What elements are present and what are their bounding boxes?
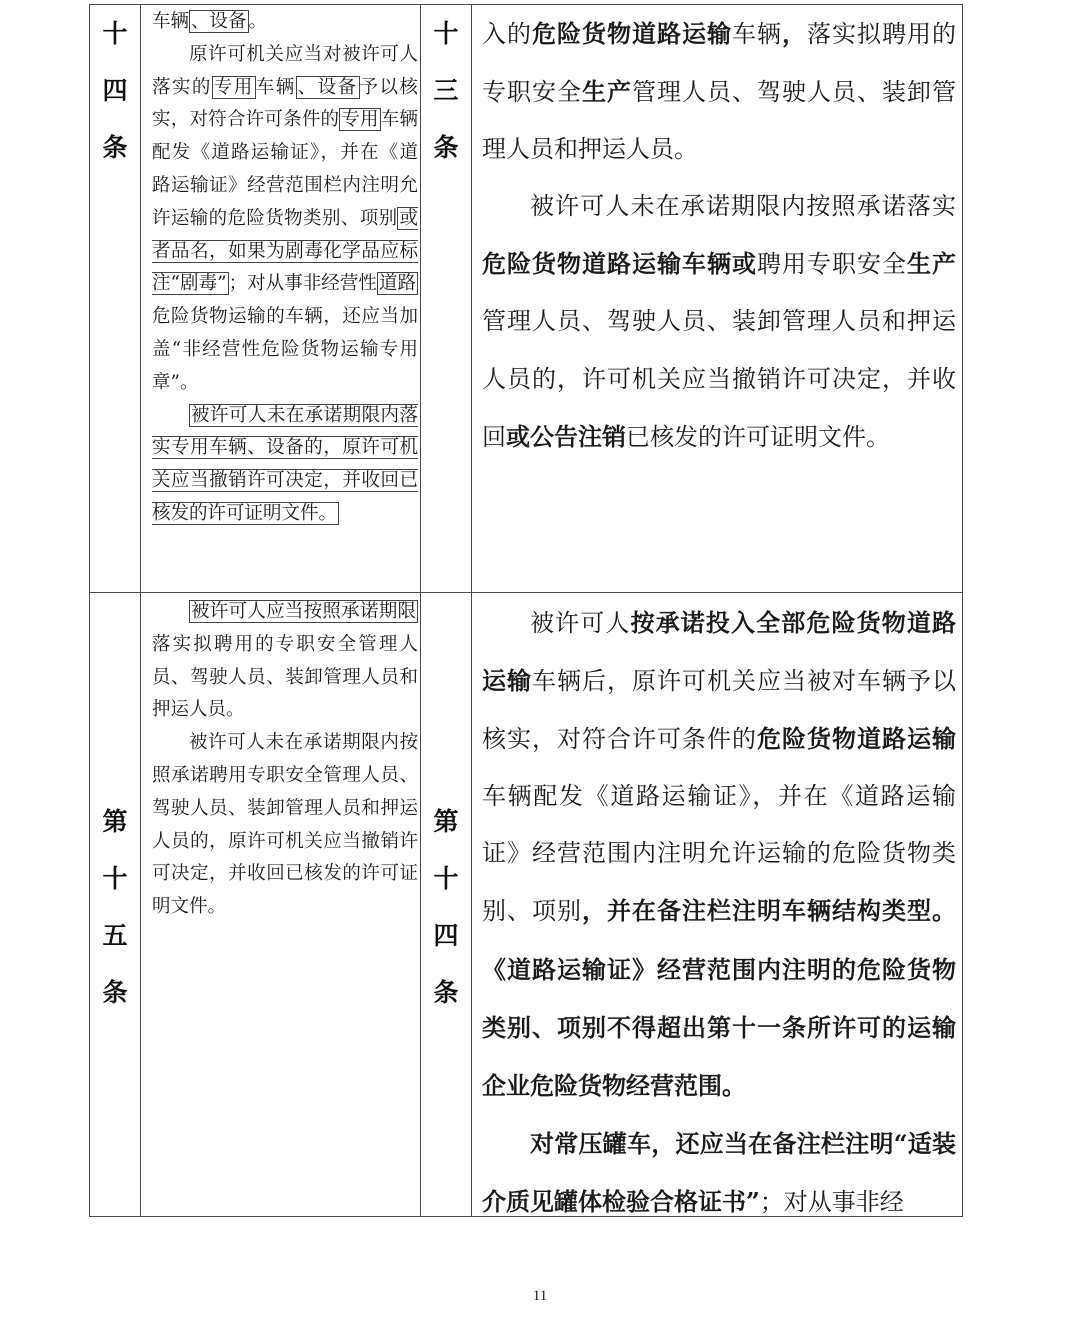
paragraph: 被许可人未在承诺期限内按照承诺聘用专职安全管理人员、驾驶人员、装卸管理人员和押运人员的，原许可机关应当撤销许可决定，并收回已核发的许可证明文件。 <box>152 732 418 918</box>
paragraph: 对常压罐车，还应当在备注栏注明“适装介质见罐体检验合格证书”；对从事非经 <box>482 1128 956 1216</box>
old-article-text <box>152 596 418 924</box>
paragraph: 被许可人应当按照承诺期限落实拟聘用的专职安全管理人员、驾驶人员、装卸管理人员和押运人员。 <box>152 601 418 721</box>
page-number: 11 <box>532 1288 548 1304</box>
paragraph: 被许可人按承诺投入全部危险货物道路运输车辆后，原许可机关应当被对车辆予以核实，对符合许可条件的危险货物道路运输车辆配发《道路运输证》，并在《道路运输证》经营范围内注明允许运输的危险货物类别、项别，并在备注栏注明车辆结构类型。《道路运输证》经营范围内注明的危险货物类别、项别不得超出第十一条所许可的运输企业危险货物经营范围。 <box>482 608 956 1100</box>
new-article-number: 十 三 条 <box>433 19 459 162</box>
paragraph: 车辆 、设备 。 <box>152 11 268 32</box>
old-article-text <box>152 6 418 531</box>
column-divider-1 <box>140 4 141 1217</box>
paragraph: 被许可人未在承诺期限内按照承诺落实危险货物道路运输车辆或聘用专职安全生产管理人员、驾驶人员、装卸管理人员和押运人员的，许可机关应当撤销许可决定，并收回或公告注销已核发的许可证明文件。 <box>482 192 956 451</box>
paragraph: 入的危险货物道路运输车辆，落实拟聘用的专职安全生产管理人员、驾驶人员、装卸管理人员和押运人员。 <box>482 19 956 164</box>
new-article-text <box>482 594 956 1231</box>
new-article-text <box>482 5 956 466</box>
old-article-number: 第 十 五 条 <box>102 807 128 1007</box>
table-right-border <box>962 4 963 1217</box>
column-divider-3 <box>471 4 472 1217</box>
new-article-number: 第 十 四 条 <box>433 807 459 1007</box>
paragraph: 被许可人未在承诺期限内落实专用车辆、设备的，原许可机关应当撤销许可决定，并收回已核发的许可证明文件。 <box>152 404 418 524</box>
table-left-border <box>89 4 90 1217</box>
row-divider <box>89 592 963 593</box>
column-divider-2 <box>420 4 421 1217</box>
paragraph: 原许可机关应当对被许可人落实的 专用 车辆 、设备 予以核实，对符合许可条件的 专用 车辆配发《道路运输证》，并在《道路运输证》经营范围栏内注明允许运输的危险货物类别、项别 或者品名，如果为剧毒化学品应标注“剧毒” ；对从事非经营性 道路危险货物运输的车辆，还应当加盖“非经营性危险货物运输专用章”。 <box>152 43 418 393</box>
old-article-number: 十 四 条 <box>102 19 128 162</box>
